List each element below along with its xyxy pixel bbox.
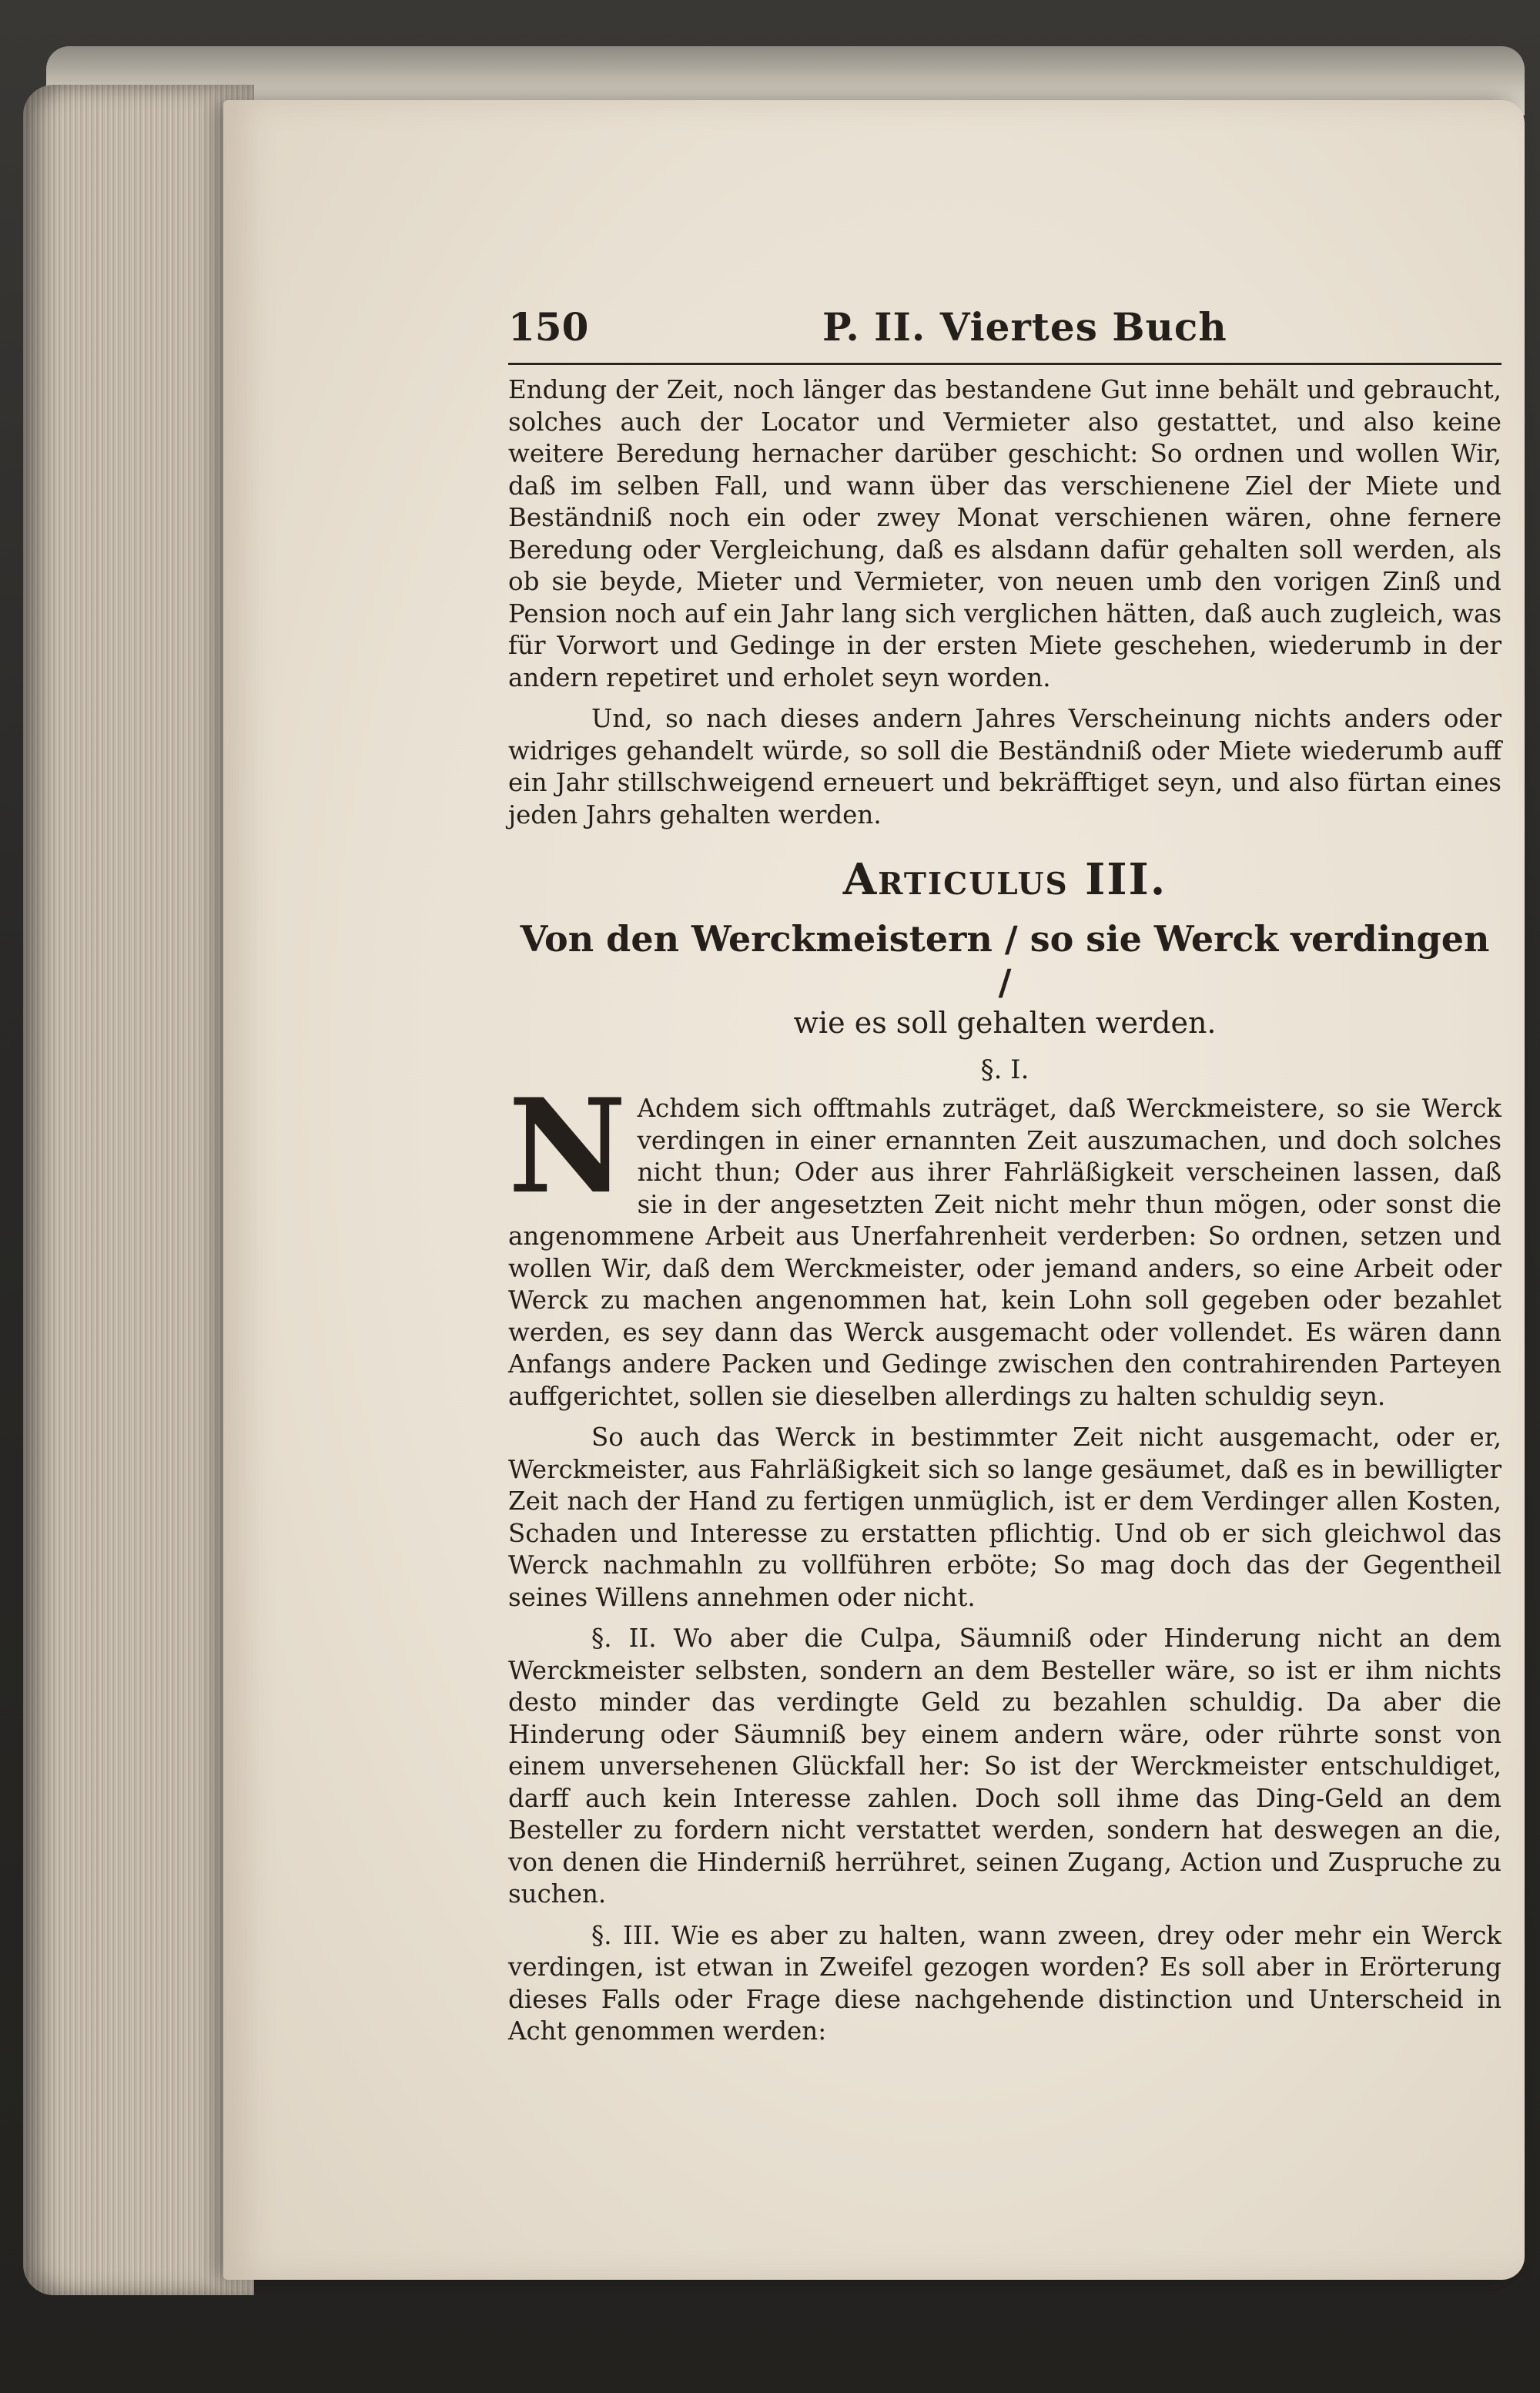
article-heading: Articulus III. [842,854,1167,905]
section-3-paragraph: §. III. Wie es aber zu halten, wann zween, drey oder mehr ein Werck verdingen, ist etwan in Zweifel gezogen worden? Es soll aber in Erörterung dieses Falls oder Frage diese nachgehende distinction und Unterscheid in Acht genommen werden: [508,1920,1502,2046]
running-head [508,304,1502,365]
article-subtitle: Von den Werckmeistern / so sie Werck verdingen / [520,918,1490,1003]
section-mark-1: §. I. [980,1054,1029,1085]
section-1-paragraph-2: So auch das Werck in bestimmter Zeit nicht ausgemacht, oder er, Werckmeister, aus Fahrläßigkeit sich so lange gesäumet, daß es in bewilligter Zeit nach der Hand zu fertigen unmüglich, ist er dem Verdinger allen Kosten, Schaden und Interesse zu erstatten pflichtig. Und ob er sich gleichwol das Werck nachmahln zu vollführen erböte; So mag doch das der Gegentheil seines Willens annehmen oder nicht. [508,1423,1502,1612]
paragraph-renewal: Und, so nach dieses andern Jahres Verscheinung nichts anders oder widriges gehandelt würde, so soll die Beständniß oder Miete wiederumb auff ein Jahr stillschweigend erneuert und bekräfftiget seyn, und also fürtan eines jeden Jahrs gehalten werden. [508,704,1502,830]
running-title: P. II. Viertes Buch [822,304,1227,350]
page-number: 150 [508,304,589,350]
drop-cap-initial: N [508,1070,627,1222]
paragraph-continuation: Endung der Zeit, noch länger das bestandene Gut inne behält und gebraucht, solches auch der Locator und Vermieter also gestattet, und also keine weitere Beredung hernacher darüber geschicht: So ordnen und wollen Wir, daß im selben Fall, und wann über das verschienene Ziel der Miete und Beständniß noch ein oder zwey Monat verschienen wären, ohne fernere Beredung oder Vergleichung, daß es alsdann dafür gehalten soll werden, als ob sie beyde, Mieter und Vermieter, von neuen umb den vorigen Zinß und Pension noch auf ein Jahr lang sich verglichen hätten, daß auch zugleich, was für Vorwort und Gedinge in der ersten Miete geschehen, wiederumb in der andern repetiret und erholet seyn worden. [508,375,1502,692]
section-2-paragraph: §. II. Wo aber die Culpa, Säumniß oder Hinderung nicht an dem Werckmeister selbsten, sondern an dem Besteller wäre, so ist er ihm nichts desto minder das verdingte Geld zu bezahlen schuldig. Da aber die Hinderung oder Säumniß bey einem andern wäre, oder rührte sonst von einem unversehenen Glückfall her: So ist der Werckmeister entschuldiget, darff auch kein Interesse zahlen. Doch soll ihme das Ding-Geld an dem Besteller zu fordern nicht verstattet werden, sondern hat deswegen an die, von denen die Hinderniß herrühret, seinen Zugang, Action und Zuspruche zu suchen. [508,1624,1502,1909]
section-1 [508,1070,1502,1413]
section-1-paragraph: Achdem sich offtmahls zuträget, daß Werckmeistere, so sie Werck verdingen in einer ernannten Zeit auszumachen, und doch solches nicht thun; Oder aus ihrer Fahrläßigkeit verscheinen lassen, daß sie in der angesetzten Zeit nicht mehr thun mögen, oder sonst die angenommene Arbeit aus Unerfahrenheit verderben: So ordnen, setzen und wollen Wir, daß dem Werckmeister, oder jemand anders, so eine Arbeit oder Werck zu machen angenommen hat, kein Lohn soll gegeben oder bezahlet werden, es sey dann das Werck ausgemacht oder vollendet. Es wären dann Anfangs andere Packen und Gedinge zwischen den contrahirenden Parteyen auffgerichtet, sollen sie dieselben allerdings zu halten schuldig seyn. [508,1094,1502,1411]
article-subtitle-line2: wie es soll gehalten werden. [793,1006,1217,1040]
page-text-block [508,304,1502,2048]
book-page-edges [23,85,254,2295]
